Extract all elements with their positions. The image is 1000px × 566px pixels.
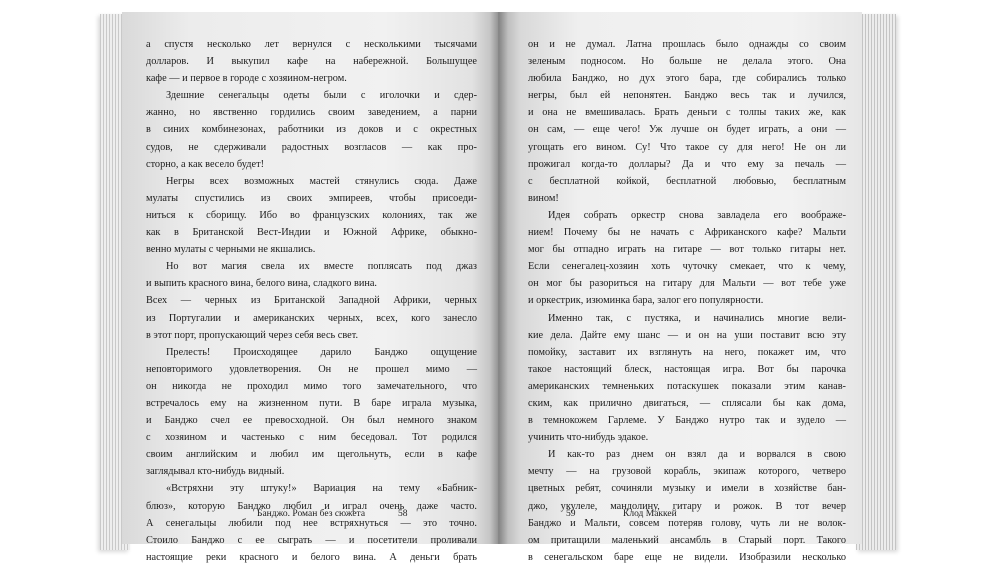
right-page xyxy=(498,12,862,563)
text-line: ским, как прилично двигаться, — сплясали бы как дома, xyxy=(528,397,846,409)
text-line: учинить что-нибудь эдакое. xyxy=(528,432,649,444)
text-line: и она не вмешивалась. Брать деньги с толпы таких же, как xyxy=(528,107,846,119)
text-line: Всех — черных из Британской Западной Африки, черных xyxy=(146,295,477,307)
text-line: заглядывал кто-нибудь видный. xyxy=(146,466,285,478)
text-line: и Банджо счел ее превосходной. Он был немного знаком xyxy=(146,415,477,427)
text-line: любила Банджо, но дух этого бара, где собирались только xyxy=(528,73,846,85)
text-line: ом притащили маленький ансамбль в Старый порт. Такого xyxy=(528,534,846,546)
text-line: А сенегальцы любили под нее встряхнуться — это точно. xyxy=(146,517,477,529)
text-line: он никогда не проходил мимо того замечательного, что xyxy=(146,380,477,392)
text-line: Негры всех возможных мастей стянулись сюда. Даже xyxy=(166,175,477,187)
text-line: в сенегальском баре еще не видели. Изобразили несколько xyxy=(528,551,846,563)
text-line: он и не думал. Латна прошлась было однажды со своим xyxy=(528,39,846,50)
text-line: судов, не сдерживали радостных возгласов — как про- xyxy=(146,141,477,153)
text-line: Прелесть! Происходящее дарило Банджо ощущение xyxy=(166,346,477,358)
text-line: он сам, — еще чего! Уж лучше он будет играть, а они — xyxy=(528,124,846,136)
text-line: венно мулаты с черными не якшались. xyxy=(146,244,316,256)
text-line: кие дела. Дайте ему шанс — и он на уши поставит всю эту xyxy=(528,329,846,341)
text-line: прожигал когда-то доллары? Да и что ему за печаль — xyxy=(528,158,846,170)
text-line: и оркестрик, изюминка бара, залог его популярности. xyxy=(528,295,764,307)
text-line: из Португалии и американских черных, всех, кого занесло xyxy=(146,312,477,324)
text-line: негры, был ей непонятен. Банджо весь так и лучился, xyxy=(528,90,846,102)
text-line: Идея собрать оркестр снова завладела его воображе- xyxy=(548,209,846,221)
text-line: мулаты спустились из своих эмпиреев, чтобы присоеди- xyxy=(146,192,477,204)
text-line: ниться к сборищу. Ибо во французских колониях, так же xyxy=(146,209,477,221)
right-page-number: 59 xyxy=(566,509,576,519)
text-line: в этот порт, пропускающий через себя весь свет. xyxy=(146,329,359,341)
text-line: помойку, заставит их взглянуть на него, покажет им, что xyxy=(528,346,846,358)
text-line: и выпить красного вина, белого вина, сладкого вина. xyxy=(146,278,378,290)
text-line: Если сенегалец-хозяин хоть чуточку смекает, что к чему, xyxy=(528,261,846,273)
text-line: встречалось ему на жизненном пути. В баре играла музыка, xyxy=(146,397,477,409)
text-line: американских темненьких потаскушек показали этим канав- xyxy=(528,380,846,392)
text-line: мечту — на грузовой корабль, экипаж которого, четверо xyxy=(528,466,846,478)
text-line: своим английским и любил им щегольнуть, если в кафе xyxy=(146,449,477,461)
text-line: долларов. И выкупил кафе на набережной. Большущее xyxy=(146,56,477,68)
right-page-text xyxy=(528,36,846,566)
text-line: Но вот магия свела их вместе поплясать под джаз xyxy=(166,261,477,273)
text-line: с хозяином и частенько с ним беседовал. Тот родился xyxy=(146,432,477,444)
left-page-number: 58 xyxy=(398,509,408,519)
text-line: он мог бы разориться на гитару для Мальти — вот тебе уже xyxy=(528,278,846,290)
text-line: джо, укулеле, мандолину, гитару и рожок. В тот вечер xyxy=(528,500,846,512)
text-line: угощать его вином. Су! Что такое су для него! Не он ли xyxy=(528,141,846,153)
text-line: с бесплатной койкой, бесплатной любовью, бесплатным xyxy=(528,175,846,187)
text-line: Банджо и Мальти, совсем потеряв голову, чуть ли не волок- xyxy=(528,517,846,529)
text-line: Именно так, с пустяка, и начинались многие вели- xyxy=(548,312,846,324)
text-line: в синих комбинезонах, работники из доков и с окрестных xyxy=(146,124,477,136)
text-line: нием! Почему бы не начать с Африканского кафе? Мальти xyxy=(528,227,846,239)
text-line: кафе — и первое в городе с хозяином-негром. xyxy=(146,73,347,85)
text-line: Здешние сенегальцы одеты были с иголочки и сдер- xyxy=(166,90,477,102)
text-line: сторно, а как весело будет! xyxy=(146,158,265,170)
book-gutter xyxy=(490,12,508,544)
text-line: как в Британской Вест-Индии и Южной Африке, обыкно- xyxy=(146,227,477,239)
text-line: неповторимого удовлетворения. Он не прошел мимо — xyxy=(146,363,477,375)
text-line: в темнокожем Гарлеме. У Банджо нутро так и зудело — xyxy=(528,415,846,427)
text-line: такое настоящий блеск, настоящая игра. Вот бы парочка xyxy=(528,363,846,375)
left-page xyxy=(122,12,498,563)
text-line: жанно, но явственно гордились своим заведением, а парни xyxy=(146,107,477,119)
left-page-text xyxy=(146,36,477,566)
text-line: И как-то раз днем он взял да и ворвался в свою xyxy=(548,449,846,461)
text-line: мог бы отпадно играть на гитаре — вот только гитары нет. xyxy=(528,244,846,256)
left-running-title: Банджо. Роман без сюжета xyxy=(257,509,366,519)
text-line: а спустя несколько лет вернулся с несколькими тысячами xyxy=(146,39,477,50)
right-running-title: Клод Маккей xyxy=(623,509,677,519)
text-line: настоящие реки красного и белого вина. А деньги брать xyxy=(146,551,477,563)
text-line: вином! xyxy=(528,192,559,204)
text-line: зеленым подносом. Но больше не делала этого. Она xyxy=(528,56,846,68)
text-line: блюз», которую Банджо любил и играл очень даже часто. xyxy=(146,500,477,512)
text-line: цветных ребят, сочиняли музыку и имели в хозяйстве бан- xyxy=(528,483,846,495)
text-line: «Встряхни эту штуку!» Вариация на тему «Бабник- xyxy=(166,483,477,495)
text-line: Стоило Банджо с ее сыграть — и посетители проливали xyxy=(146,534,477,546)
right-page-stack-edge xyxy=(856,14,896,550)
